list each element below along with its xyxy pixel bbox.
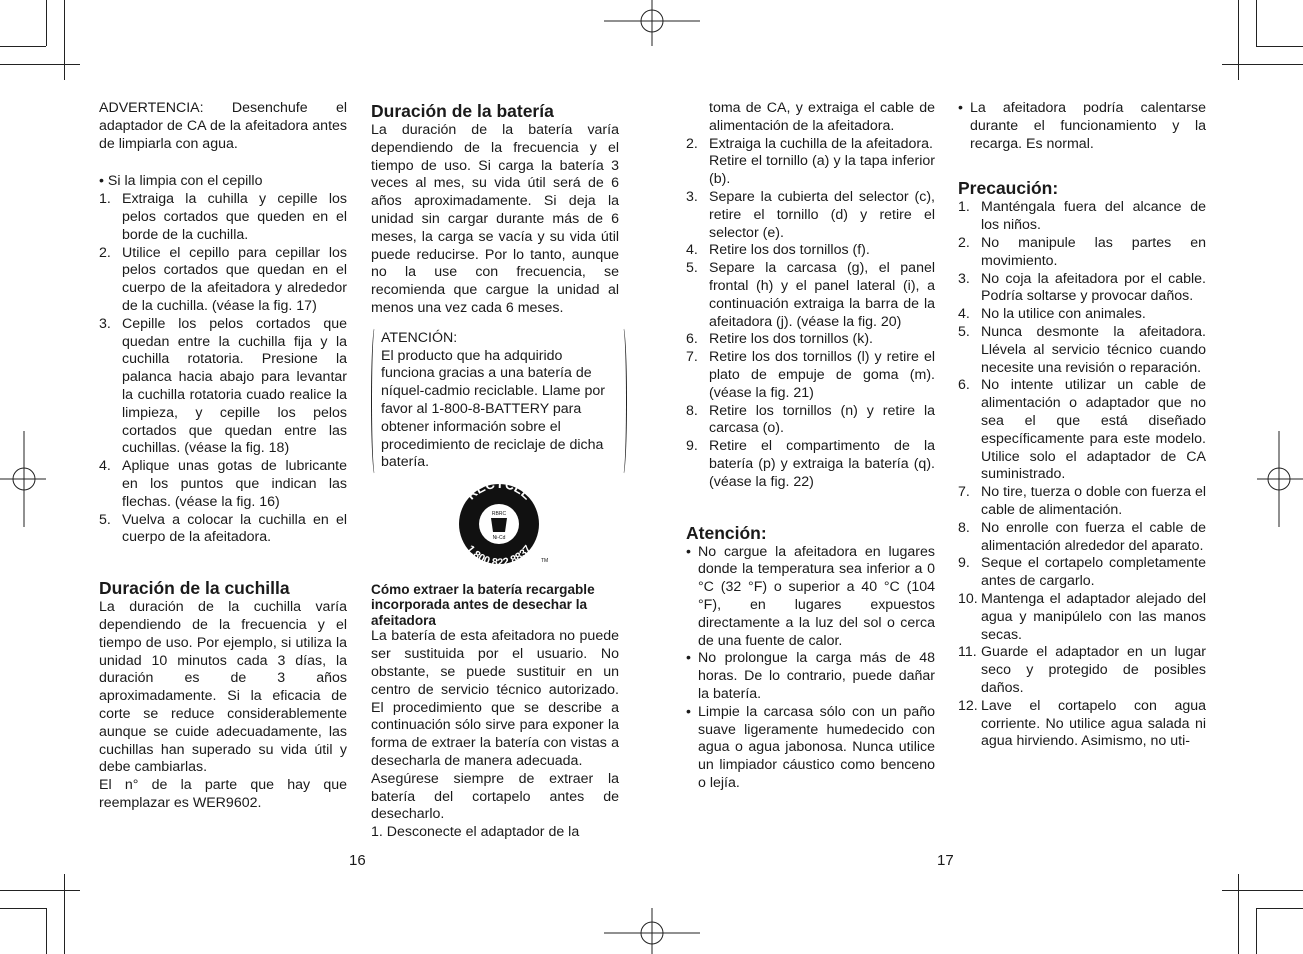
list-item: 6. No intente utilizar un cable de alimentación o adaptador que no sea el que está diseñado específicamente para este modelo. Utilice solo el adaptador de CA suministrado. [958,377,1206,483]
rbrc-recycle-seal-icon [449,482,549,566]
svg-text:RECYCLE: RECYCLE [463,482,535,503]
list-item: 9. Seque el cortapelo completamente antes de cargarlo. [958,555,1206,590]
atencion-list [686,544,935,793]
list-item: 3. No coja la afeitadora por el cable. Podría soltarse y provocar daños. [958,270,1206,305]
precaucion-list [958,199,1206,751]
list-item: 9. Retire el compartimento de la batería (p) y extraiga la batería (q). (véase la fig. 22) [686,438,935,490]
registration-mark-right [1257,431,1303,527]
svg-text:1.800.822.8837: 1.800.822.8837 [463,543,535,567]
step-1-continued: toma de CA, y extraiga el cable de alimentación de la afeitadora. [709,100,935,134]
list-item: 3. Separe la cubierta del selector (c), retire el tornillo (d) y retire el selector (e). [686,188,935,241]
atencion-heading: Atención: [686,522,767,543]
registration-mark-top [604,0,700,46]
list-item: • La afeitadora podría calentarse durante el funcionamiento y la recarga. Es normal. [958,100,1206,152]
precaucion-heading: Precaución: [958,178,1059,199]
svg-text:RBRC: RBRC [491,511,507,518]
battery-life-heading: Duración de la batería [371,101,554,121]
attention-label: ATENCIÓN: [381,329,458,346]
registration-mark-left [0,431,46,527]
page-17-column-2 [958,100,1206,751]
list-item: 4. Aplique unas gotas de lubricante en los puntos que indican las flechas. (véase la fig. 16) [99,458,347,510]
battery-removal-text: La batería de esta afeitadora no puede ser sustituida por el usuario. No obstante, se puede sustituir en un centro de servicio técnico autorizado. El procedimiento que se describe a continuación sólo sirve para exponer la forma de extraer la batería con vistas a desecharla de manera adecuada. [371,628,619,770]
list-item: 1. Extraiga la cuhilla y cepille los pelos cortados que queden en el borde de la cuchilla. [99,191,347,243]
page-16-column-1 [99,100,347,813]
warning-text: ADVERTENCIA: Desenchufe el adaptador de CA de la afeitadora antes de limpiarla con agua. [99,100,347,152]
list-item: 5. Nunca desmonte la afeitadora. Llévela al servicio técnico cuando necesite una revisión o reparación. [958,323,1206,376]
list-item: 12. Lave el cortapelo con agua corriente. No utilice agua salada ni agua hirviendo. Asimismo, no uti- [958,697,1206,750]
list-item: 1. Manténgala fuera del alcance de los niños. [958,199,1206,234]
battery-removal-heading: Cómo extraer la batería recargable incorporada antes de desechar la afeitadora [371,581,595,628]
list-item: 11. Guarde el adaptador en un lugar seco y protegido de posibles daños. [958,644,1206,696]
list-item: 7. No tire, tuerza o doble con fuerza el cable de alimentación. [958,484,1206,518]
page-17-column-1 [686,100,935,793]
list-item: • Limpie la carcasa sólo con un paño suave ligeramente humedecido con agua o agua jabonosa. Nunca utilice un limpiador cáustico como benceno o lejía. [686,703,935,791]
list-item: 5. Vuelva a colocar la cuchilla en el cuerpo de la afeitadora. [99,511,347,546]
battery-life-text: La duración de la batería varía dependiendo de la frecuencia y el tiempo de uso. Si carga la batería 3 veces al mes, su vida útil será de 6 años aproximadamente. Si deja la unidad sin cargar durante más de 6 meses, la carga se vacía y su vida útil puede reducirse. Por lo tanto, aunque no la use con frecuencia, se recomienda que cargue la unidad al menos una vez cada 6 meses. [371,122,619,316]
heat-note-list [958,100,1206,153]
attention-text: El producto que ha adquirido funciona gracias a una batería de níquel-cadmio reciclable. Llame por favor al 1-800-8-BATTERY para obtener información sobre el procedimiento de reciclaje de dicha batería. [381,347,605,471]
list-item: 3. Cepille los pelos cortados que quedan entre la cuchilla fija y la cuchilla rotatoria. Presione la palanca hacia abajo para levantar la cuchilla rotatoria cuado realice la limpieza, y cepille los pelos cortados que quedan entre las cuchillas. (véase la fig. 18) [99,315,347,457]
brush-steps-list [99,191,347,547]
registration-mark-bottom [604,908,700,954]
blade-life-text: La duración de la cuchilla varía dependiendo de la frecuencia y el tiempo de uso. Por ejemplo, si utiliza la unidad 10 minutos cada 3 días, la duración es de 3 años aproximadamente. Si la eficacia de corte se reduce considerablemente aunque se cuide adecuadamente, las cuchillas han superado su vida útil y debe cambiarlas. [99,599,347,776]
battery-removal-step-1: 1. Desconecte el adaptador de la [371,824,580,841]
list-item: 2. No manipule las partes en movimiento. [958,234,1206,269]
list-item: 2. Extraiga la cuchilla de la afeitadora. Retire el tornillo (a) y la tapa inferior (b). [686,135,935,188]
page-number-16: 16 [349,852,366,869]
blade-part-number: El n° de la parte que hay que reemplazar es WER9602. [99,777,347,811]
brush-intro: • Si la limpia con el cepillo [99,173,263,190]
svg-text:Ni-Cd: Ni-Cd [492,535,506,542]
list-item: 7. Retire los dos tornillos (l) y retire el plato de empuje de goma (m). (véase la fig. 21) [686,349,935,401]
list-item: 4. No la utilice con animales. [958,306,1146,323]
page-16-column-2 [371,100,619,842]
list-item: 6. Retire los dos tornillos (k). [686,331,873,348]
attention-box [377,330,621,472]
blade-life-heading: Duración de la cuchilla [99,578,290,599]
list-item: 8. Retire los tornillos (n) y retire la carcasa (o). [686,402,935,437]
list-item: • No cargue la afeitadora en lugares donde la temperatura sea inferior a 0 °C (32 °F) o superior a 40 °C (104 °F), en lugares expuestos directamente a la luz del sol o cerca de una fuente de calor. [686,543,935,649]
list-item: 10. Mantenga el adaptador alejado del agua y manipúlelo con las manos secas. [958,590,1206,643]
battery-removal-text-2: Asegúrese siempre de extraer la batería del cortapelo antes de desecharlo. [371,770,619,823]
list-item: 5. Separe la carcasa (g), el panel frontal (h) y el panel lateral (i), a continuación extraiga la barra de la afeitadora (j). (véase la fig. 20) [686,260,935,330]
list-item: 2. Utilice el cepillo para cepillar los pelos cortados que quedan en el cuerpo de la afeitadora y alrededor de la cuchilla. (véase la fig. 17) [99,244,347,314]
page-number-17: 17 [937,852,954,869]
svg-text:TM: TM [541,558,549,565]
removal-steps-list [686,136,935,492]
list-item: • No prolongue la carga más de 48 horas. De lo contrario, puede dañar la batería. [686,650,935,702]
list-item: 8. No enrolle con fuerza el cable de alimentación alrededor del aparato. [958,519,1206,554]
list-item: 4. Retire los dos tornillos (f). [686,242,870,259]
